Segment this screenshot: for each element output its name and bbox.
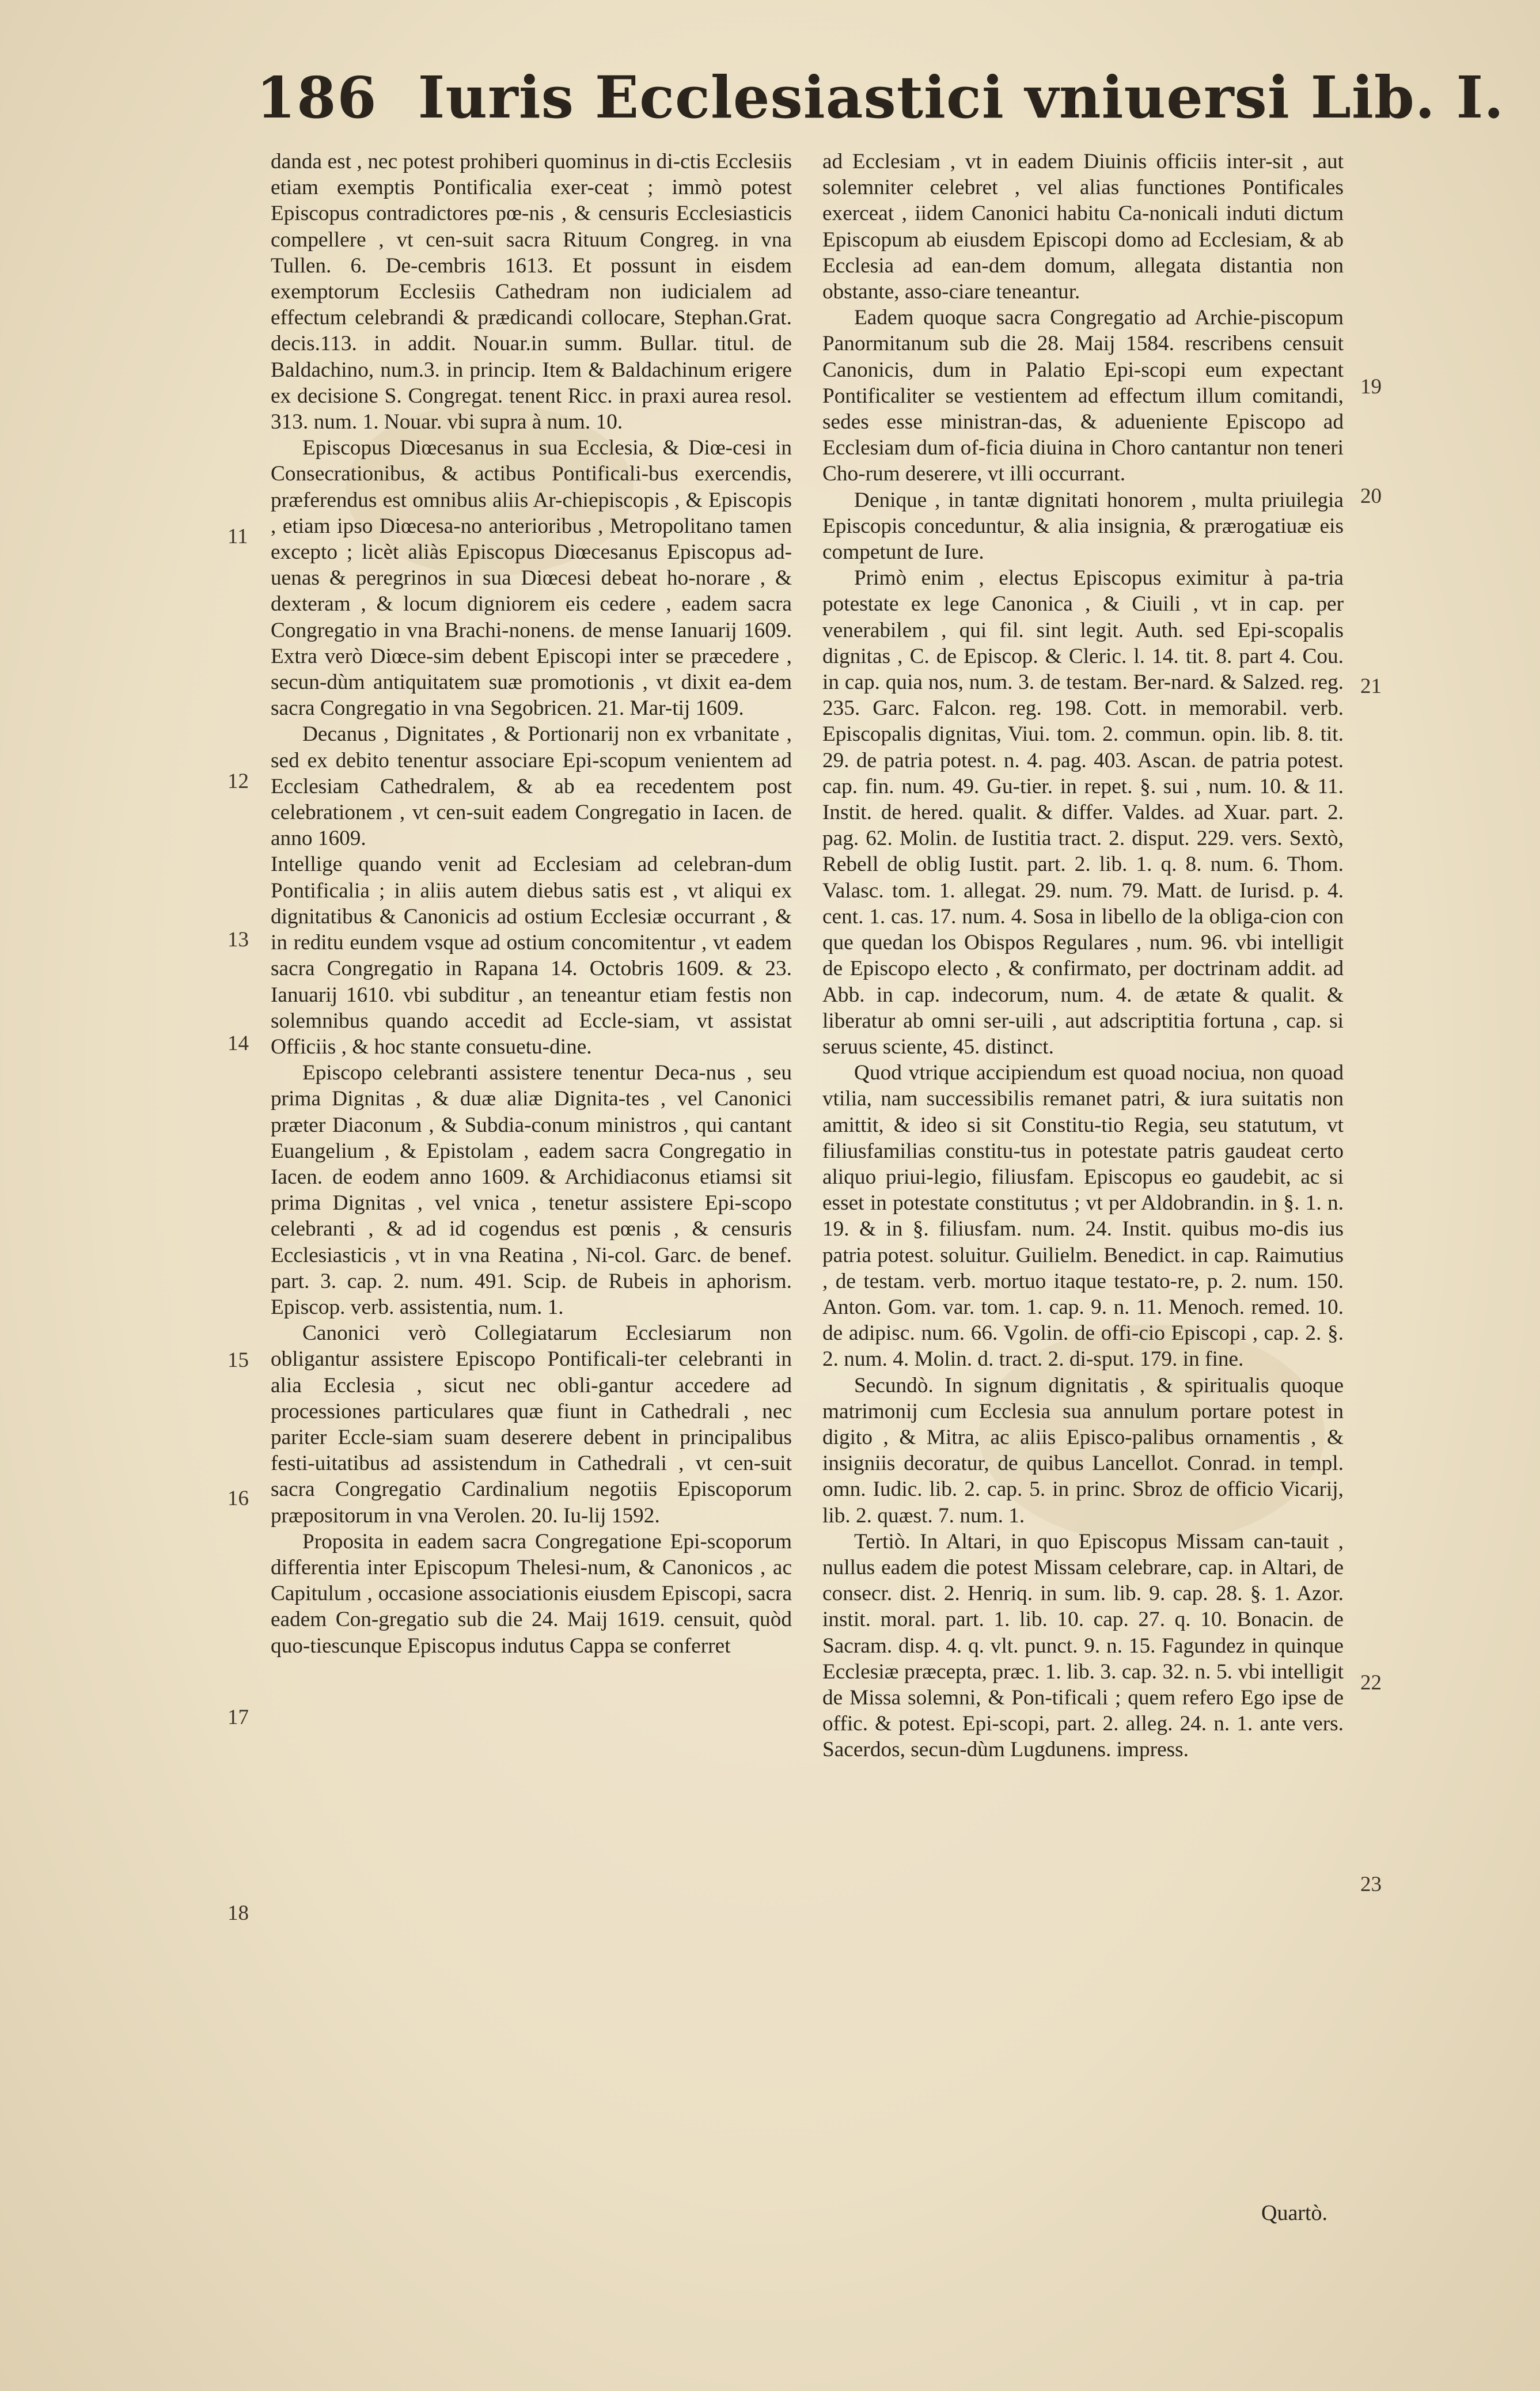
paragraph: Canonici verò Collegiatarum Ecclesiarum non obligantur assistere Episcopo Pontificali-ter celebranti in alia Ecclesia , sicut nec obli-gantur accedere ad processiones particulares quæ fiunt in Cathedrali , nec pariter Eccle-siam suam deserere debent in principalibus festi-uitatibus ad assistendum in Cathedrali , vt cen-suit sacra Congregatio Cardinalium negotiis Episcoporum præpositorum in vna Verolen. 20. Iu-lij 1592.: [271, 1321, 792, 1528]
right-text-column: [822, 149, 1344, 1763]
margin-paragraph-number: 23: [1360, 1873, 1382, 1896]
paragraph: Primò enim , electus Episcopus eximitur à pa-tria potestate ex lege Canonica , & Ciuili , vt in cap. per venerabilem , qui fil. sint legit. Auth. sed Epi-scopalis dignitas , C. de Episcop. & Cleric. l. 14. tit. 8. part 4. Cou. in cap. quia nos, num. 3. de testam. Ber-nard. & Salzed. reg. 235. Garc. Falcon. reg. 198. Cott. in memorabil. verb. Episcopalis dignitas, Viui. tom. 2. commun. opin. lib. 8. tit. 29. de patria potest. n. 4. pag. 403. Ascan. de patria potest. cap. fin. num. 49. Gu-tier. in repet. §. sui , num. 10. & 11. Instit. de hered. qualit. & differ. Valdes. ad Xuar. part. 2. pag. 62. Molin. de Iustitia tract. 2. disput. 229. vers. Sextò, Rebell de oblig Iustit. part. 2. lib. 1. q. 8. num. 6. Thom. Valasc. tom. 1. allegat. 29. num. 79. Matt. de Iurisd. p. 4. cent. 1. cas. 17. num. 4. Sosa in libello de la obliga-cion con que quedan los Obispos Regulares , num. 96. vbi intelligit de Episcopo electo , & confirmato, per doctrinam addit. ad Abb. in cap. indecorum, num. 4. de ætate & qualit. & liberatur ab omni ser-uili , aut adscriptitia fortuna , cap. si seruus sciente, 45. distinct.: [822, 566, 1344, 1059]
paragraph: ad Ecclesiam , vt in eadem Diuinis officiis inter-sit , aut solemniter celebret , vel alias functiones Pontificales exerceat , iidem Canonici habitu Ca-nonicali induti dictum Episcopum ab eiusdem Episcopi domo ad Ecclesiam, & ab Ecclesia ad ean-dem domum, allegata distantia non obstante, asso-ciare teneantur.: [822, 150, 1344, 304]
margin-paragraph-number: 18: [227, 1901, 249, 1925]
paragraph: Tertiò. In Altari, in quo Episcopus Missam can-tauit , nullus eadem die potest Missam celebrare, cap. in Altari, de consecr. dist. 2. Henriq. in sum. lib. 9. cap. 28. §. 1. Azor. instit. moral. part. 1. lib. 10. cap. 27. q. 10. Bonacin. de Sacram. disp. 4. q. vlt. punct. 9. n. 15. Fagundez in quinque Ecclesiæ præcepta, præc. 1. lib. 3. cap. 32. n. 5. vbi intelligit de Missa solemni, & Pon-tificali ; quem refero Ego ipse de offic. & potest. Epi-scopi, part. 2. alleg. 24. n. 1. ante vers. Sacerdos, secun-dùm Lugdunens. impress.: [822, 1529, 1344, 1762]
paragraph: Secundò. In signum dignitatis , & spiritualis quoque matrimonij cum Ecclesia sua annulum portare potest in digito , & Mitra, ac aliis Episco-palibus ornamentis , & insigniis decoratur, de quibus Lancellot. Conrad. in templ. omn. Iudic. lib. 2. cap. 5. in princ. Sbroz de officio Vicarij, lib. 2. quæst. 7. num. 1.: [822, 1373, 1344, 1528]
margin-paragraph-number: 15: [227, 1348, 249, 1372]
paragraph: danda est , nec potest prohiberi quominus in di-ctis Ecclesiis etiam exemptis Pontificalia exer-ceat ; immò potest Episcopus contradictores pœ-nis , & censuris Ecclesiasticis compellere , vt cen-suit sacra Rituum Congreg. in vna Tullen. 6. De-cembris 1613. Et possunt in eisdem exemptorum Ecclesiis Cathedram non iudicialem ad effectum celebrandi & prædicandi collocare, Stephan.Grat. decis.113. in addit. Nouar.in summ. Bullar. titul. de Baldachino, num.3. in princip. Item & Baldachinum erigere ex decisione S. Congregat. tenent Ricc. in praxi aurea resol. 313. num. 1. Nouar. vbi supra à num. 10.: [271, 150, 792, 434]
margin-paragraph-number: 12: [227, 770, 249, 793]
page-header: [256, 63, 1505, 150]
paragraph: Eadem quoque sacra Congregatio ad Archie-piscopum Panormitanum sub die 28. Maij 1584. rescribens censuit Canonicis, dum in Palatio Epi-scopi eum expectant Pontificaliter se vestientem ad effectum illum comitandi, sedes esse ministran-das, & adueniente Episcopo ad Ecclesiam dum of-ficia diuina in Choro cantantur non teneri Cho-rum deserere, vt illi occurrant.: [822, 306, 1344, 486]
catchword: Quartò.: [1261, 2201, 1328, 2225]
margin-paragraph-number: 20: [1360, 484, 1382, 508]
paragraph: Episcopus Diœcesanus in sua Ecclesia, & Diœ-cesi in Consecrationibus, & actibus Pontificali-bus exercendis, præferendus est omnibus aliis Ar-chiepiscopis , & Episcopis , etiam ipso Diœcesa-no anterioribus , Metropolitano tamen excepto ; licèt aliàs Episcopus Diœcesanus Episcopus ad-uenas & peregrinos in sua Diœcesi debeat ho-norare , & dexteram , & locum digniorem eis cedere , eadem sacra Congregatio in vna Brachi-nonens. de mense Ianuarij 1609. Extra verò Diœce-sim debent Episcopi inter se præcedere , secun-dùm antiquitatem suæ promotionis , vt dixit ea-dem sacra Congregatio in vna Segobricen. 21. Mar-tij 1609.: [271, 436, 792, 721]
margin-paragraph-number: 22: [1360, 1671, 1382, 1695]
margin-paragraph-number: 14: [227, 1032, 249, 1055]
running-title: Iuris Ecclesiastici vniuersi Lib. I.: [418, 63, 1505, 131]
left-text-column: [271, 149, 792, 1659]
paragraph: Proposita in eadem sacra Congregatione Epi-scoporum differentia inter Episcopum Thelesi-num, & Canonicos , ac Capitulum , occasione associationis eiusdem Episcopi, sacra eadem Con-gregatio sub die 24. Maij 1619. censuit, quòd quo-tiescunque Episcopus indutus Cappa se conferret: [271, 1529, 792, 1658]
page-number: 186: [256, 65, 378, 131]
margin-paragraph-number: 11: [227, 525, 248, 548]
margin-paragraph-number: 13: [227, 928, 249, 952]
paragraph: Denique , in tantæ dignitati honorem , multa priuilegia Episcopis conceduntur, & alia insignia, & prærogatiuæ eis competunt de Iure.: [822, 488, 1344, 564]
paragraph: Episcopo celebranti assistere tenentur Deca-nus , seu prima Dignitas , & duæ aliæ Dignita-tes , vel Canonici præter Diaconum , & Subdia-conum ministros , qui cantant Euangelium , & Epistolam , eadem sacra Congregatio in Iacen. de eodem anno 1609. & Archidiaconus etiamsi sit prima Dignitas , vel vnica , tenetur assistere Epi-scopo celebranti , & ad id cogendus est pœnis , & censuris Ecclesiasticis , vt in vna Reatina , Ni-col. Garc. de benef. part. 3. cap. 2. num. 491. Scip. de Rubeis in aphorism. Episcop. verb. assistentia, num. 1.: [271, 1061, 792, 1319]
paragraph: Decanus , Dignitates , & Portionarij non ex vrbanitate , sed ex debito tenentur associare Epi-scopum venientem ad Ecclesiam Cathedralem, & ab ea recedentem post celebrationem , vt cen-suit eadem Congregatio in Iacen. de anno 1609.: [271, 722, 792, 851]
margin-paragraph-number: 16: [227, 1487, 249, 1510]
margin-paragraph-number: 21: [1360, 675, 1382, 698]
margin-paragraph-number: 19: [1360, 375, 1382, 399]
margin-paragraph-number: 17: [227, 1706, 249, 1729]
paragraph: Intellige quando venit ad Ecclesiam ad celebran-dum Pontificalia ; in aliis autem diebus satis est , vt aliqui ex dignitatibus & Canonicis ad ostium Ecclesiæ occurrant , & in reditu eundem vsque ad ostium concomitentur , vt eadem sacra Congregatio in Rapana 14. Octobris 1609. & 23. Ianuarij 1610. vbi subditur , an teneantur etiam festis non solemnibus quando accedit ad Eccle-siam, vt assistat Officiis , & hoc stante consuetu-dine.: [271, 852, 792, 1059]
paragraph: Quod vtrique accipiendum est quoad nociua, non quoad vtilia, nam successibilis remanet patri, & iura suitatis non amittit, & ideo si sit Constitu-tio Regia, seu statutum, vt filiusfamilias constitu-tus in potestate patris gaudeat certo aliquo priui-legio, filiusfam. Episcopus eo gaudebit, ac si esset in potestate constitutus ; vt per Aldobrandin. in §. 1. n. 19. & in §. filiusfam. num. 24. Instit. quibus mo-dis ius patria potest. soluitur. Guilielm. Benedict. in cap. Raimutius , de testam. verb. mortuo itaque testato-re, p. 2. num. 150. Anton. Gom. var. tom. 1. cap. 9. n. 11. Menoch. remed. 10. de adipisc. num. 66. Vgolin. de offi-cio Episcopi , cap. 2. §. 2. num. 4. Molin. d. tract. 2. di-sput. 179. in fine.: [822, 1061, 1344, 1371]
